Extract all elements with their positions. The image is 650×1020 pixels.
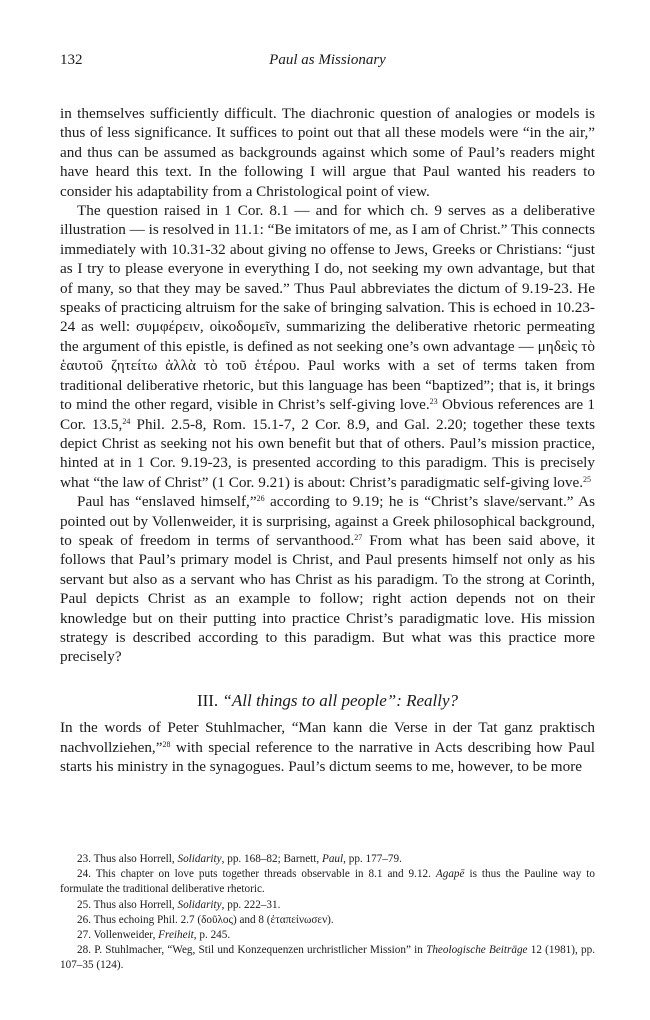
section-numeral: III.: [196, 690, 219, 710]
italic-title: Paul: [322, 853, 344, 865]
text-run: is thus the Pauline way to formulate the traditional deliberative rhetoric.: [60, 868, 595, 896]
section-title: “All things to all people”: Really?: [222, 690, 459, 710]
text-run: 26. Thus echoing Phil. 2.7 (δοῦλος) and 8 (ἐταπείνωσεν).: [77, 913, 334, 926]
footnote: [60, 867, 595, 897]
paragraph: [60, 718, 595, 776]
running-title: Paul as Missionary: [269, 52, 386, 68]
text-run: , pp. 177–79.: [343, 853, 402, 865]
italic-title: Agapē: [435, 868, 465, 881]
footnote-marker: 24: [122, 416, 131, 426]
footnote-marker: 27: [354, 532, 363, 542]
text-run: , p. 245.: [193, 929, 231, 942]
text-run: 12 (1981), pp. 107–35 (124).: [60, 944, 595, 972]
text-run: 25. Thus also Horrell,: [77, 898, 178, 911]
text-run: according to 9.19; he is “Christ’s slave/servant.” As pointed out by Vollenweider, it is surprising, against a Greek philosophical background, to speak of freedom in terms of servanthood.: [60, 493, 596, 549]
text-run: In the words of Peter Stuhlmacher, “Man kann die Verse in der Tat ganz praktisch nachvollziehen,”: [60, 719, 595, 756]
text-run: , pp. 222–31.: [221, 898, 281, 911]
footnote: [60, 852, 595, 867]
italic-title: Freiheit: [158, 929, 194, 942]
text-run: 28. P. Stuhlmacher, “Weg, Stil und Konzequenzen urchristlicher Mission” in: [77, 944, 427, 957]
text-run: in themselves sufficiently difficult. The diachronic question of analogies or models is thus of less significance. It suffices to point out that all these models were “in the air,” and thus can be assumed as backgrounds against which some of Paul’s readers might have heard this text. In the following I will argue that Paul wanted his readers to consider his adaptability from a Christological point of view.: [60, 105, 595, 200]
paragraph: [60, 492, 595, 667]
section-heading: [60, 691, 595, 710]
text-run: , pp. 168–82; Barnett,: [221, 853, 322, 865]
italic-title: Solidarity: [177, 898, 222, 911]
paragraph: [60, 201, 595, 492]
footnote-marker: 23: [429, 397, 438, 407]
text-run: 23. Thus also Horrell,: [77, 853, 178, 865]
text-run: The question raised in 1 Cor. 8.1 — and for which ch. 9 serves as a deliberative illustration — is resolved in 11.1: “Be imitators of me, as I am of Christ.” This connects immediately with 10.31-32 about giving no offense to Jews, Greeks or Christians: “just as I try to please everyone in everything I do, not seeking my own advantage, but that of many, so that they may be saved.” Thus Paul abbreviates the dictum of 9.19-23. He speaks of practicing altruism for the sake of bringing salvation. This is echoed in 10.23-24 as well: συμφέρειν, οἰκοδομεῖν, summarizing the deliberative rhetoric permeating the argument of this epistle, is defined as not seeking one’s own advantage — μηδεὶς τὸ ἑαυτοῦ ζητείτω ἀλλὰ τὸ τοῦ ἑτέρου. Paul works with a set of terms taken from traditional deliberative rhetoric, but this language has been “baptized”; that is, it brings to mind the other regard, visible in Christ’s self-giving love.: [60, 202, 595, 414]
page-number: 132: [60, 52, 83, 68]
body-text: [60, 104, 595, 776]
footnote: [60, 913, 595, 928]
italic-title: Solidarity: [177, 853, 222, 865]
footnote-marker: 26: [256, 494, 265, 504]
italic-title: Theologische Beiträge: [426, 944, 528, 957]
footnotes: [60, 852, 595, 974]
footnote: [60, 898, 595, 913]
text-run: From what has been said above, it follows that Paul’s primary model is Christ, and Paul presents himself not only as his servant but also as a servant who has Christ as his paradigm. To the strong at Corinth, Paul depicts Christ as an example to follow; right action depends not on their knowledge but on their putting into practice Christ’s paradigmatic love. His mission strategy is described according to this paradigm. But what was this practice more precisely?: [60, 531, 595, 666]
paragraph: [60, 104, 595, 201]
footnote: [60, 943, 595, 973]
text-run: Phil. 2.5-8, Rom. 15.1-7, 2 Cor. 8.9, and Gal. 2.20; together these texts depict Christ as seeking not his own benefit but that of others. Paul’s mission practice, hinted at in 1 Cor. 9.19-23, is presented according to this paradigm. This is precisely what “the law of Christ” (1 Cor. 9.21) is about: Christ’s paradigmatic self-giving love.: [60, 415, 595, 491]
text-run: Obvious references are 1 Cor. 13.5,: [60, 396, 595, 433]
footnote-marker: 25: [583, 474, 592, 484]
footnote-marker: 28: [162, 739, 171, 749]
book-page: [60, 52, 595, 776]
text-run: Paul has “enslaved himself,”: [77, 493, 257, 511]
text-run: 27. Vollenweider,: [77, 929, 159, 942]
text-run: with special reference to the narrative in Acts describing how Paul starts his ministry in the synagogues. Paul’s dictum seems to me, however, to be more: [60, 738, 595, 775]
text-run: 24. This chapter on love puts together threads observable in 8.1 and 9.12.: [77, 868, 436, 881]
page-header: [60, 52, 595, 74]
footnote: [60, 928, 595, 943]
